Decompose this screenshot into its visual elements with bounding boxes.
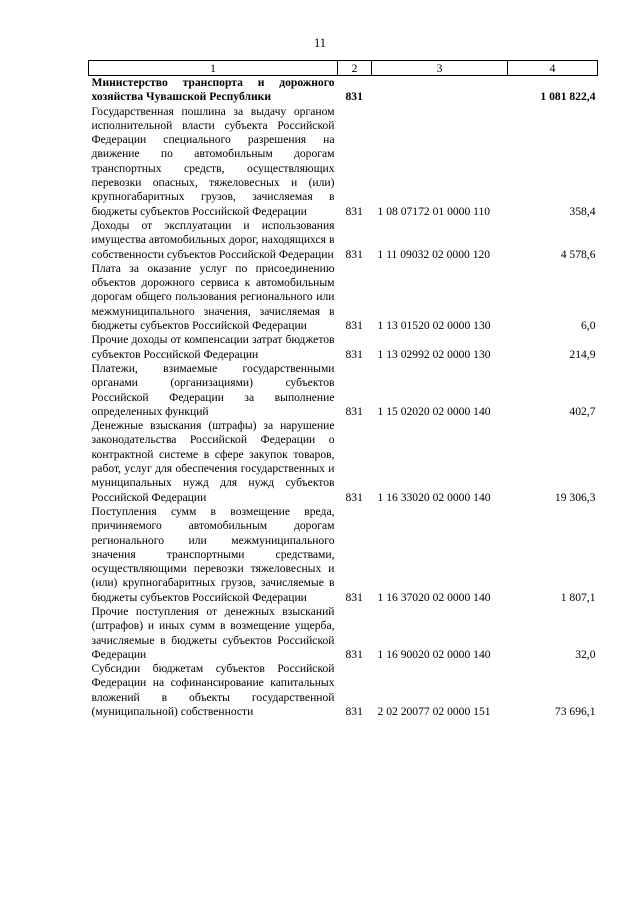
row-admin-code: 831	[345, 319, 363, 333]
column-header-3: 3	[372, 61, 508, 76]
row-name: Прочие поступления от денежных взысканий (штрафов) и иных сумм в возмещение ущерба, зачисляемые в бюджеты субъектов Российской Федерации	[91, 604, 335, 661]
row-admin-code: 831	[345, 590, 363, 604]
table-row	[89, 662, 598, 719]
ministry-revenue-code	[372, 76, 508, 105]
row-admin-code: 831	[345, 404, 363, 418]
row-name: Государственная пошлина за выдачу органом исполнительной власти субъекта Российской Федерации специального разрешения на движение по автомобильным дорогам транспортных средств, осуществляющих перевозки опасных, тяжеловесных и (или) крупногабаритных грузов, зачисляемая в бюджеты субъектов Российской Федерации	[91, 104, 335, 218]
column-header-4: 4	[508, 61, 598, 76]
row-admin-code: 831	[345, 347, 363, 361]
row-revenue-code: 2 02 20077 02 0000 151	[377, 705, 491, 719]
row-name: Денежные взыскания (штрафы) за нарушение законодательства Российской Федерации о контрактной системе в сфере закупок товаров, работ, услуг для обеспечения государственных и муниципальных нужд для нужд субъектов Российской Федерации	[91, 419, 335, 504]
row-revenue-code: 1 11 09032 02 0000 120	[377, 247, 491, 261]
row-sum: 19 306,3	[554, 490, 596, 504]
row-name: Плата за оказание услуг по присоединению объектов дорожного сервиса к автомобильным дорогам общего пользования регионального или межмуниципального значения, зачисляемая в бюджеты субъектов Российской Федерации	[91, 261, 335, 333]
table-row	[89, 219, 598, 262]
row-revenue-code: 1 08 07172 01 0000 110	[377, 204, 491, 218]
row-name: Поступления сумм в возмещение вреда, причиняемого автомобильным дорогам регионального или межмуниципального значения транспортными средствами, осуществляющими перевозки тяжеловесных и (или) крупногабаритных грузов, зачисляемые в бюджеты субъектов Российской Федерации	[91, 504, 335, 604]
row-sum: 402,7	[569, 404, 596, 418]
row-admin-code: 831	[345, 705, 363, 719]
row-revenue-code: 1 15 02020 02 0000 140	[377, 404, 491, 418]
row-sum: 6,0	[581, 319, 596, 333]
row-revenue-code: 1 13 01520 02 0000 130	[377, 319, 491, 333]
row-revenue-code: 1 16 37020 02 0000 140	[377, 590, 491, 604]
ministry-row	[89, 76, 598, 105]
ministry-admin-code: 831	[345, 90, 363, 104]
row-admin-code: 831	[345, 247, 363, 261]
ministry-total-sum: 1 081 822,4	[540, 90, 596, 104]
row-name: Доходы от эксплуатации и использования имущества автомобильных дорог, находящихся в собственности субъектов Российской Федерации	[91, 218, 335, 261]
column-header-1: 1	[89, 61, 338, 76]
row-sum: 1 807,1	[560, 590, 596, 604]
row-sum: 32,0	[575, 647, 596, 661]
row-name: Платежи, взимаемые государственными органами (организациями) субъектов Российской Федерации за выполнение определенных функций	[91, 361, 335, 418]
table-row	[89, 605, 598, 662]
row-sum: 214,9	[569, 347, 596, 361]
row-admin-code: 831	[345, 647, 363, 661]
row-name: Субсидии бюджетам субъектов Российской Федерации на софинансирование капитальных вложений в объекты государственной (муниципальной) собственности	[91, 662, 335, 719]
table-row	[89, 505, 598, 605]
row-sum: 73 696,1	[554, 705, 596, 719]
table-header-row	[89, 61, 598, 76]
table-row	[89, 333, 598, 362]
row-admin-code: 831	[345, 204, 363, 218]
row-sum: 358,4	[569, 204, 596, 218]
revenue-table	[88, 60, 598, 719]
ministry-name: Министерство транспорта и дорожного хозяйства Чувашской Республики	[91, 76, 335, 104]
page-number: 11	[313, 36, 327, 50]
table-row	[89, 362, 598, 419]
row-name: Прочие доходы от компенсации затрат бюджетов субъектов Российской Федерации	[91, 333, 335, 361]
column-header-2: 2	[338, 61, 372, 76]
row-revenue-code: 1 16 90020 02 0000 140	[377, 647, 491, 661]
row-sum: 4 578,6	[560, 247, 596, 261]
row-admin-code: 831	[345, 490, 363, 504]
table-row	[89, 105, 598, 219]
table-row	[89, 419, 598, 505]
row-revenue-code: 1 13 02992 02 0000 130	[377, 347, 491, 361]
row-revenue-code: 1 16 33020 02 0000 140	[377, 490, 491, 504]
table-row	[89, 262, 598, 333]
